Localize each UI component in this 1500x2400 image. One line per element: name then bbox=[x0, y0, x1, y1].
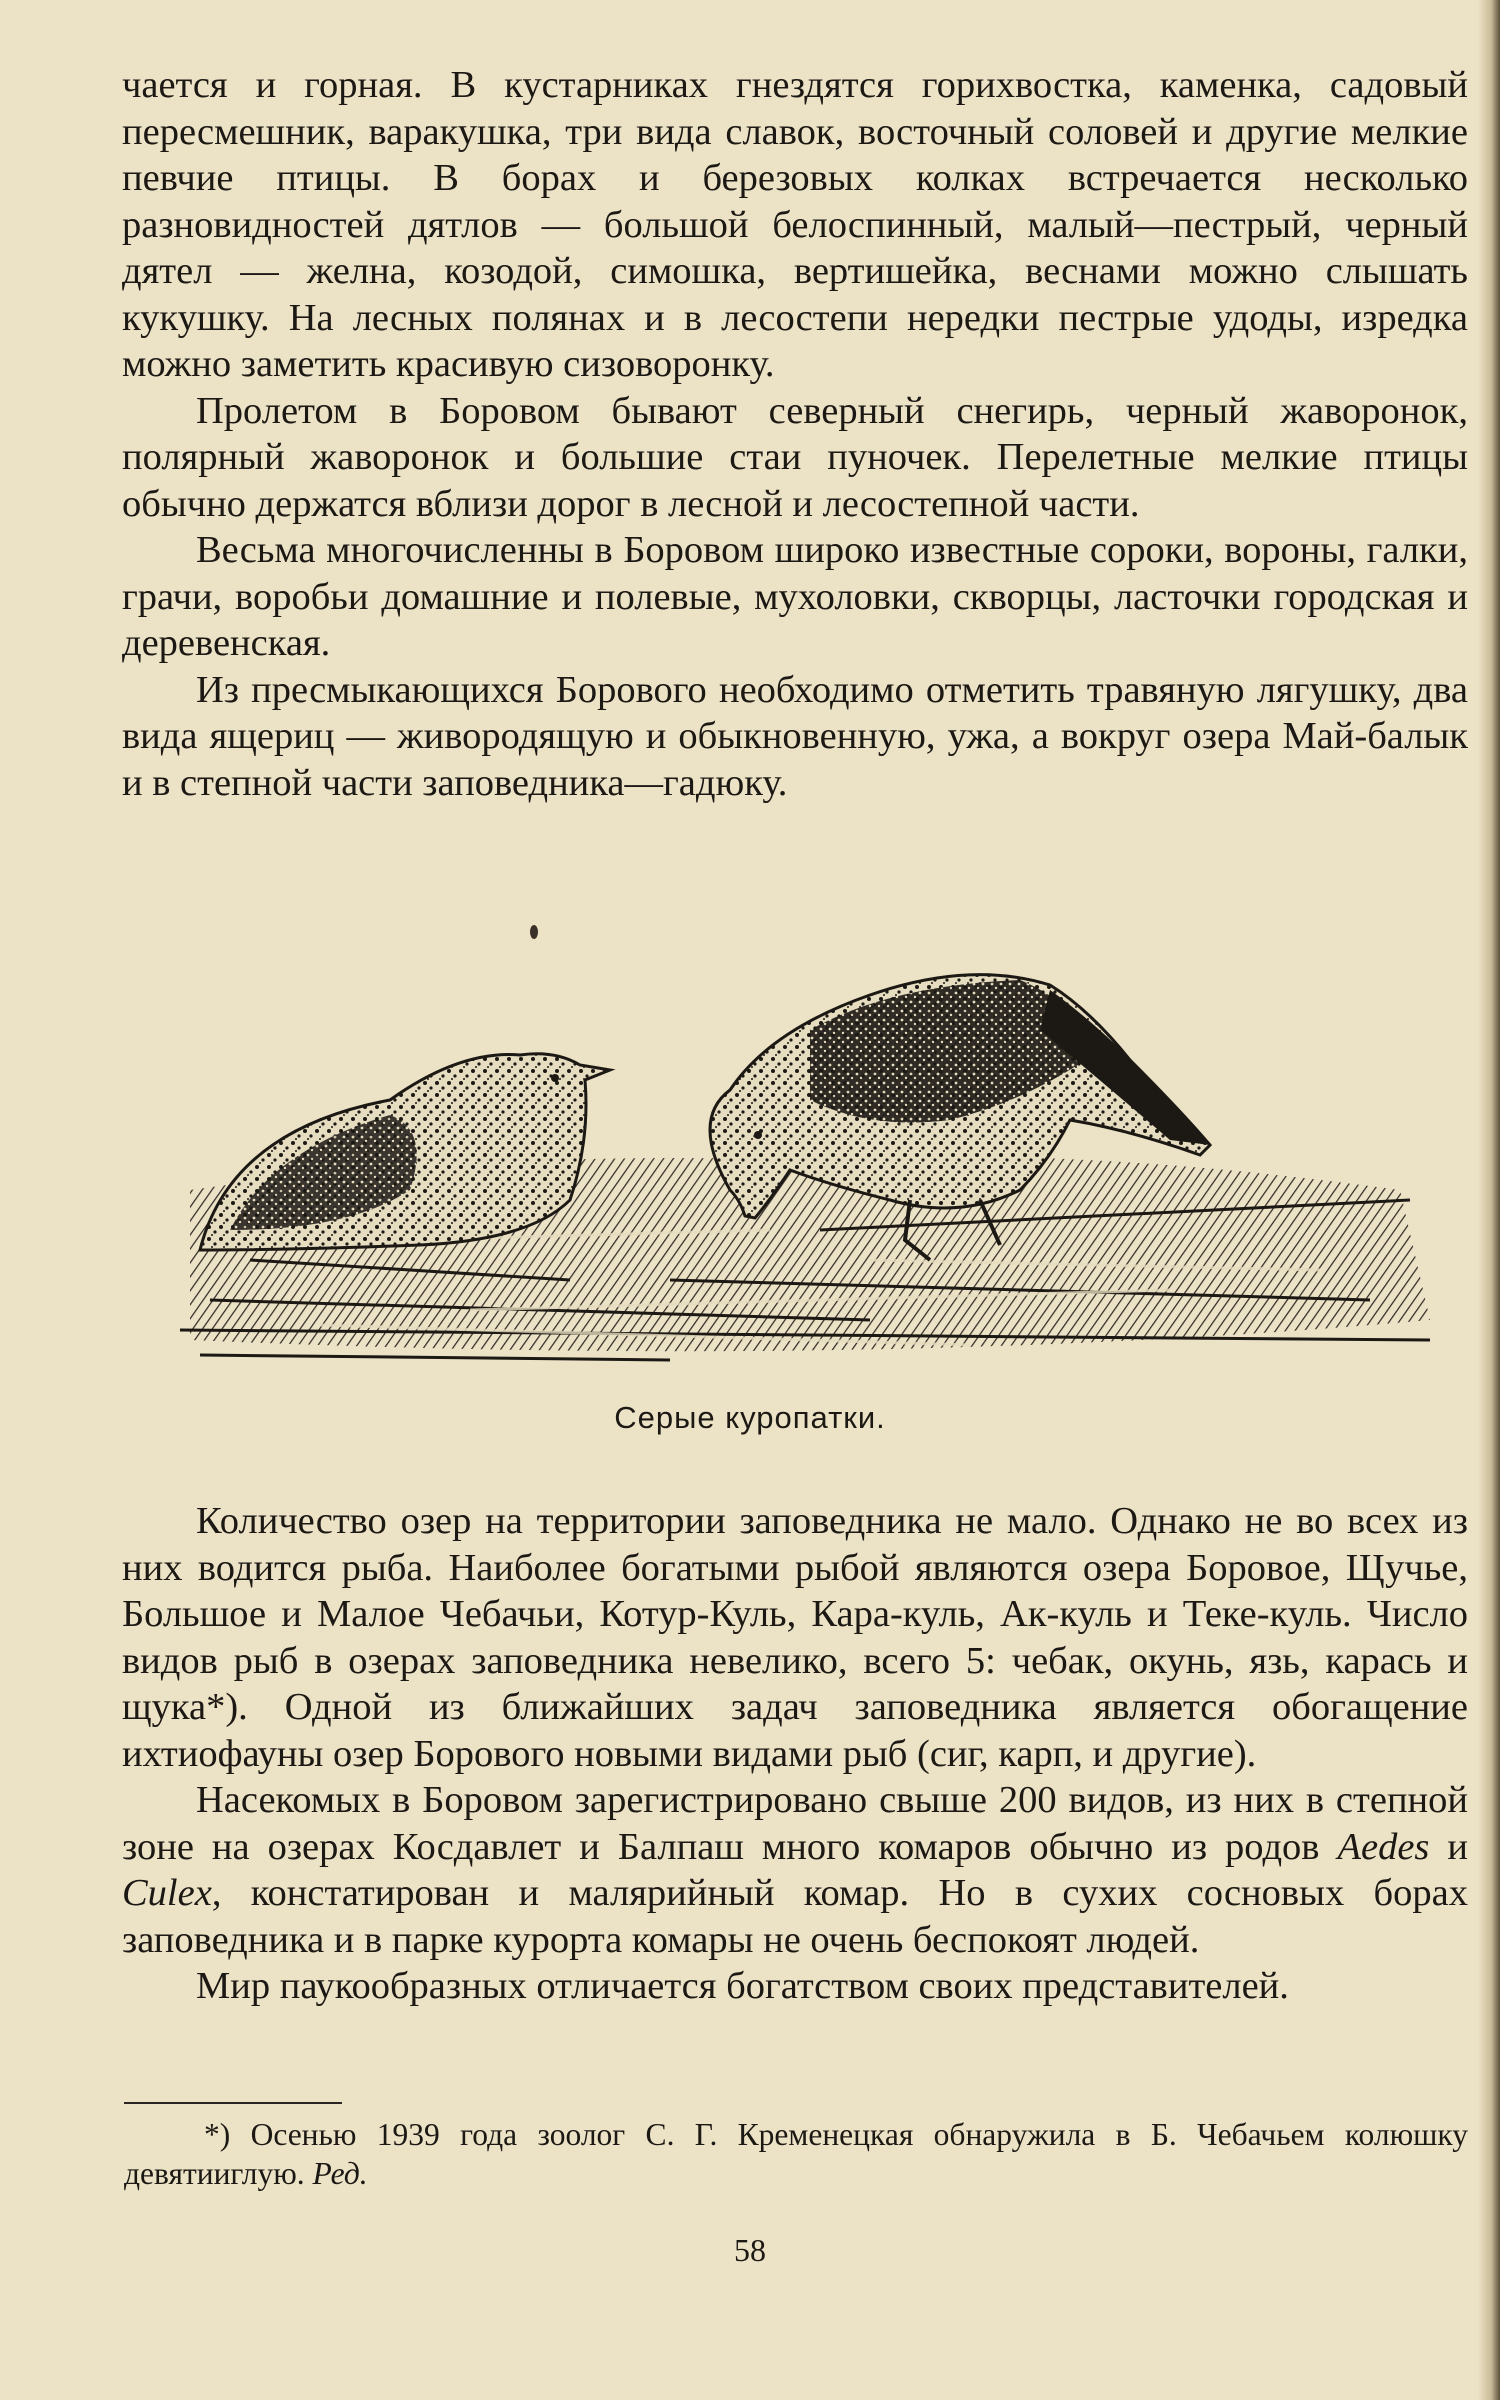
genus-name: Culex bbox=[122, 1872, 212, 1914]
paragraph: Пролетом в Боровом бывают северный снегирь, черный жаворонок, полярный жаворонок и большие стаи пуночек. Перелетные мелкие птицы обычно держатся вблизи дорог в лесной и лесостепной части. bbox=[122, 389, 1468, 525]
paragraph: Мир паукообразных отличается богатством своих представителей. bbox=[196, 1965, 1289, 2007]
bottom-text-block bbox=[122, 1498, 1468, 2010]
footnote bbox=[124, 2115, 1468, 2193]
top-text-block bbox=[122, 62, 1468, 806]
text-run: и bbox=[1429, 1825, 1469, 1868]
page-number: 58 bbox=[734, 2232, 766, 2268]
footnote-rule bbox=[124, 2102, 342, 2104]
editor-mark: Ред. bbox=[312, 2156, 368, 2191]
paragraph bbox=[122, 1777, 1468, 1963]
figure-caption: Серые куропатки. bbox=[614, 1400, 886, 1435]
footnote-text: *) Осенью 1939 года зоолог С. Г. Кременецкая обнаружила в Б. Чебачьем колюшку девятииглую. bbox=[124, 2117, 1468, 2191]
paragraph: Весьма многочисленны в Боровом широко известные сороки, вороны, галки, грачи, воробьи домашние и полевые, мухоловки, скворцы, ласточки городская и деревенская. bbox=[122, 529, 1468, 664]
page-edge-shadow bbox=[1478, 0, 1500, 2400]
paragraph: Количество озер на территории заповедника не мало. Однако не во всех из них водится рыба. Наиболее богатыми рыбой являются озера Боровое, Щучье, Большое и Малое Чебачьи, Котур-Куль, Кара-куль, Ак-куль и Теке-куль. Число видов рыб в озерах заповедника невелико, всего 5: чебак, окунь, язь, карась и щука*). Одной из ближайших задач заповедника является обогащение ихтиофауны озер Борового новыми видами рыб (сиг, карп, и другие). bbox=[122, 1500, 1468, 1775]
text-run: , констатирован и малярийный комар. Но в сухих сосновых борах заповедника и в парке курорта комары не очень беспокоят людей. bbox=[122, 1872, 1468, 1961]
paragraph: чается и горная. В кустарниках гнездятся горихвостка, каменка, садовый пересмешник, варакушка, три вида славок, восточный соловей и другие мелкие певчие птицы. В борах и березовых колках встречается несколько разновидностей дятлов — большой белоспинный, малый—пестрый, черный дятел — желна, козодой, симошка, вертишейка, веснами можно слышать кукушку. На лесных полянах и в лесостепи нередки пестрые удоды, изредка можно заметить красивую сизоворонку. bbox=[122, 64, 1468, 385]
genus-name: Aedes bbox=[1337, 1825, 1430, 1868]
text-run: Насекомых в Боровом зарегистрировано свыше 200 видов, из них в степной зоне на озерах Косдавлет и Балпаш много комаров обычно из родов bbox=[122, 1779, 1468, 1868]
partridges-illustration bbox=[170, 900, 1440, 1380]
paragraph: Из пресмыкающихся Борового необходимо отметить травяную лягушку, два вида ящериц — живородящую и обыкновенную, ужа, а вокруг озера Май-балык и в степной части заповедника—гадюку. bbox=[122, 668, 1468, 804]
